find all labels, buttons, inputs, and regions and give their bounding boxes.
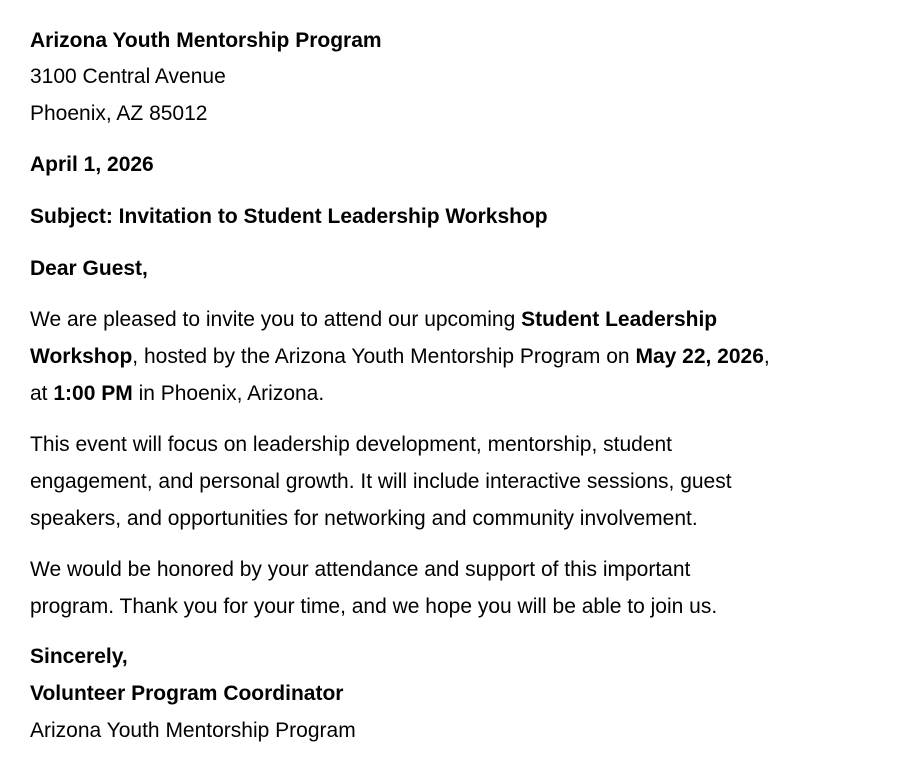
letter-subject: Subject: Invitation to Student Leadership Workshop bbox=[30, 205, 548, 228]
paragraph-invitation-line2 bbox=[30, 338, 880, 375]
sender-organization: Arizona Youth Mentorship Program bbox=[30, 29, 382, 52]
paragraph-invitation-line1 bbox=[30, 301, 880, 338]
paragraph-invitation-line3 bbox=[30, 375, 880, 412]
sender-address-line2: Phoenix, AZ 85012 bbox=[30, 102, 208, 125]
event-name-bold: Workshop bbox=[30, 345, 133, 368]
text: We are pleased to invite you to attend our upcoming bbox=[30, 308, 522, 331]
paragraph-line: program. Thank you for your time, and we hope you will be able to join us. bbox=[30, 595, 718, 618]
paragraph-line: speakers, and opportunities for networking and community involvement. bbox=[30, 507, 698, 530]
text: , bbox=[763, 345, 770, 368]
paragraph-line: engagement, and personal growth. It will include interactive sessions, guest bbox=[30, 470, 732, 493]
text: in Phoenix, Arizona. bbox=[132, 382, 325, 405]
paragraph-closing-remarks bbox=[30, 551, 880, 625]
text: , hosted by the Arizona Youth Mentorship Program on bbox=[132, 345, 636, 368]
event-date-bold: May 22, 2026 bbox=[635, 345, 764, 368]
paragraph-line: This event will focus on leadership development, mentorship, student bbox=[30, 433, 673, 456]
signer-title: Volunteer Program Coordinator bbox=[30, 682, 344, 705]
text: at bbox=[30, 382, 54, 405]
letter-date: April 1, 2026 bbox=[30, 153, 154, 176]
valediction: Sincerely, bbox=[30, 645, 128, 668]
paragraph-invitation bbox=[30, 301, 880, 412]
salutation: Dear Guest, bbox=[30, 257, 148, 280]
signer-organization: Arizona Youth Mentorship Program bbox=[30, 719, 356, 742]
paragraph-line: We would be honored by your attendance and support of this important bbox=[30, 558, 691, 581]
event-name-bold: Student Leadership bbox=[521, 308, 718, 331]
sender-address-line1: 3100 Central Avenue bbox=[30, 65, 226, 88]
event-time-bold: 1:00 PM bbox=[53, 382, 133, 405]
paragraph-event-focus bbox=[30, 426, 880, 537]
